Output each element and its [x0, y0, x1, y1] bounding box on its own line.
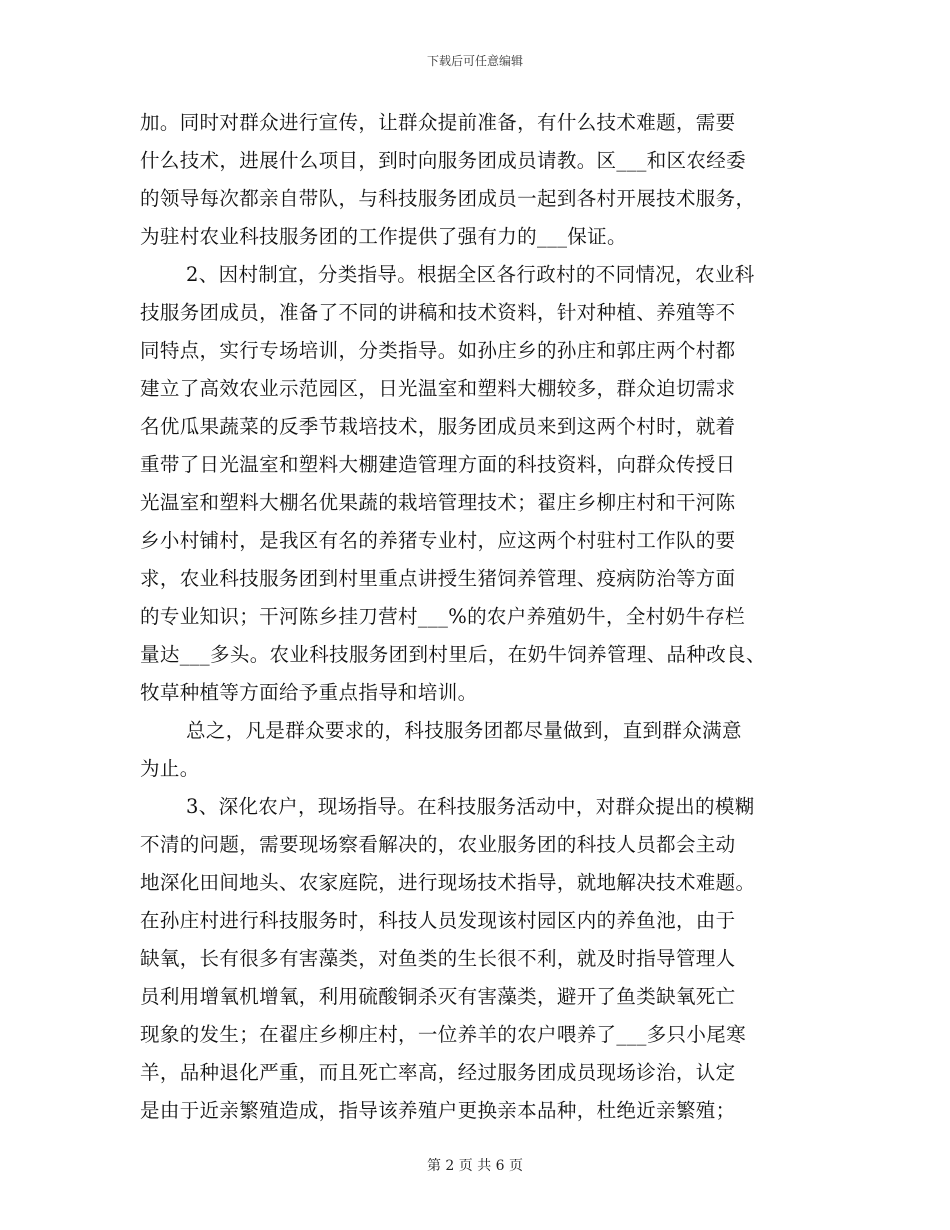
text-line: 名优瓜果蔬菜的反季节栽培技术，服务团成员来到这两个村时，就着: [140, 415, 736, 438]
text-line: 技服务团成员，准备了不同的讲稿和技术资料，针对种植、养殖等不: [140, 301, 736, 324]
text-line: 员利用增氧机增氧，利用硫酸铜杀灭有害藻类，避开了鱼类缺氧死亡: [140, 985, 736, 1008]
text-line: 光温室和塑料大棚名优果蔬的栽培管理技术；翟庄乡柳庄村和干河陈: [140, 491, 736, 514]
text-line: 现象的发生；在翟庄乡柳庄村，一位养羊的农户喂养了___多只小尾寒: [140, 1023, 746, 1046]
text-line: 的领导每次都亲自带队，与科技服务团成员一起到各村开展技术服务，: [140, 187, 756, 210]
header-note: 下载后可任意编辑: [426, 54, 523, 68]
text-line: 是由于近亲繁殖造成，指导该养殖户更换亲本品种，杜绝近亲繁殖；: [140, 1099, 736, 1122]
text-line: 建立了高效农业示范园区，日光温室和塑料大棚较多，群众迫切需求: [140, 377, 736, 400]
text-line: 3、深化农户，现场指导。在科技服务活动中，对群众提出的模糊: [186, 795, 755, 818]
text-line: 地深化田间地头、农家庭院，进行现场技术指导，就地解决技术难题。: [140, 871, 756, 894]
text-line: 量达___多头。农业科技服务团到村里后，在奶牛饲养管理、品种改良、: [140, 643, 766, 666]
text-line: 为驻村农业科技服务团的工作提供了强有力的___保证。: [140, 225, 627, 248]
text-line: 牧草种植等方面给予重点指导和培训。: [140, 681, 478, 704]
text-line: 同特点，实行专场培训，分类指导。如孙庄乡的孙庄和郭庄两个村都: [140, 339, 736, 362]
page-number: 第 2 页 共 6 页: [426, 1158, 524, 1174]
text-line: 什么技术，进展什么项目，到时向服务团成员请教。区___和区农经委: [140, 149, 746, 172]
text-line: 不清的问题，需要现场察看解决的，农业服务团的科技人员都会主动: [140, 833, 736, 856]
text-line: 缺氧，长有很多有害藻类，对鱼类的生长很不利，就及时指导管理人: [140, 947, 736, 970]
text-line: 求，农业科技服务团到村里重点讲授生猪饲养管理、疫病防治等方面: [140, 567, 736, 590]
text-line: 总之，凡是群众要求的，科技服务团都尽量做到，直到群众满意: [186, 719, 742, 742]
text-line: 重带了日光温室和塑料大棚建造管理方面的科技资料，向群众传授日: [140, 453, 736, 476]
document-body: [140, 104, 820, 1130]
text-line: 羊，品种退化严重，而且死亡率高，经过服务团成员现场诊治，认定: [140, 1061, 736, 1084]
text-line: 的专业知识；干河陈乡挂刀营村___%的农户养殖奶牛，全村奶牛存栏: [140, 605, 745, 628]
text-line: 乡小村铺村，是我区有名的养猪专业村，应这两个村驻村工作队的要: [140, 529, 736, 552]
text-line: 在孙庄村进行科技服务时，科技人员发现该村园区内的养鱼池，由于: [140, 909, 736, 932]
text-line: 2、因村制宜，分类指导。根据全区各行政村的不同情况，农业科: [186, 263, 755, 286]
text-line: 加。同时对群众进行宣传，让群众提前准备，有什么技术难题，需要: [140, 111, 736, 134]
text-line: 为止。: [140, 757, 200, 780]
